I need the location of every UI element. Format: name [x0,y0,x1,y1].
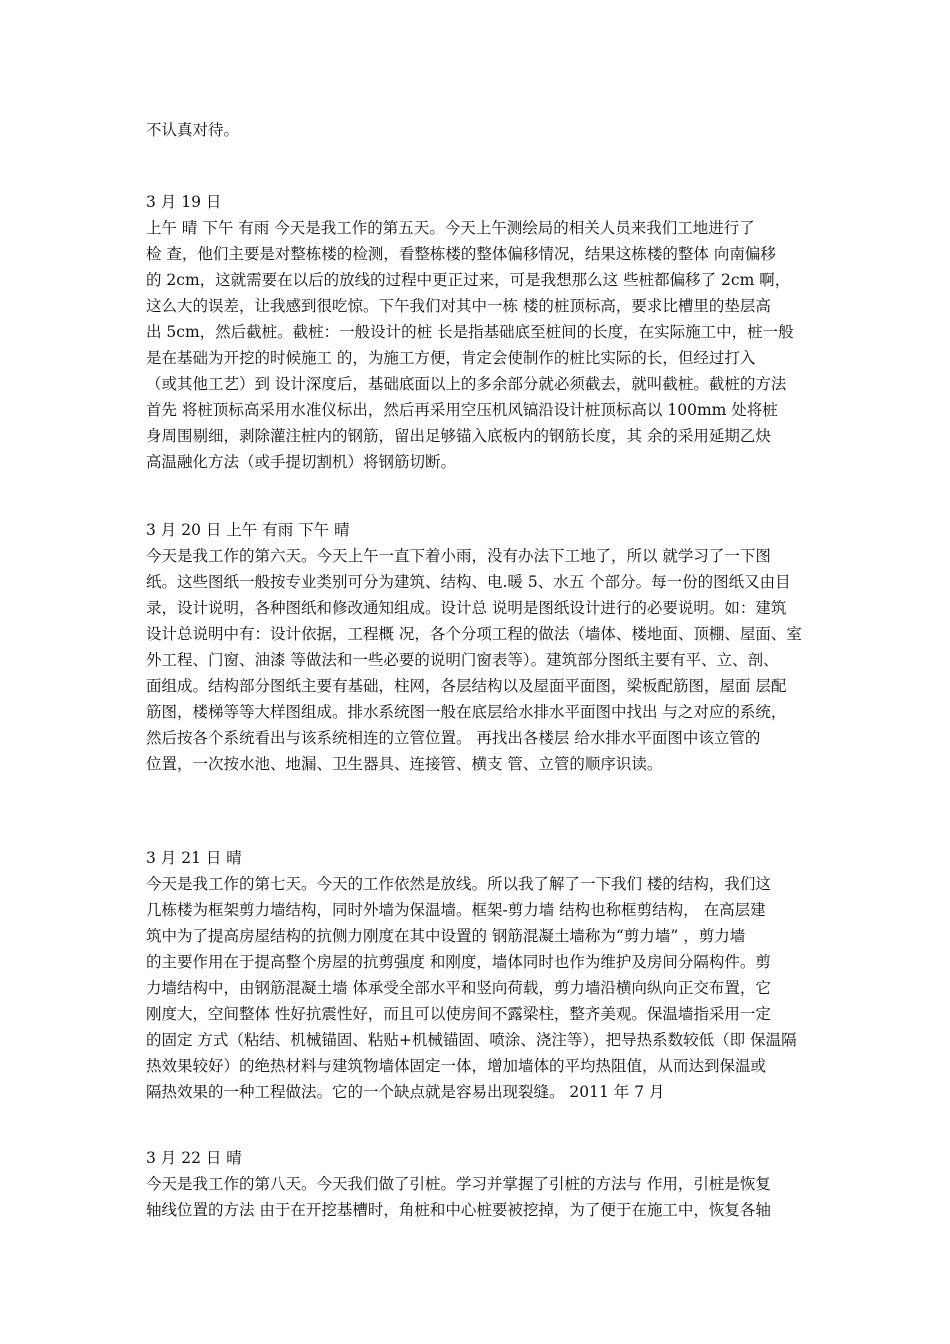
entry-text-line: 位置，一次按水池、地漏、卫生器具、连接管、横支 管、立管的顺序识读。 [146,755,663,773]
entry-text-line: 高温融化方法（或手提切割机）将钢筋切断。 [146,453,457,471]
entry-text-line: 今天是我工作的第六天。今天上午一直下着小雨，没有办法下工地了，所以 就学习了一下图 [146,547,771,565]
entry-text-line: 设计总说明中有：设计依据，工程概 况，各个分项工程的做法（墙体、楼地面、顶棚、屋面、室 [146,625,802,643]
entry-text-line: 纸。这些图纸一般按专业类别可分为建筑、结构、电.暖 5、水五 个部分。每一份的图纸又由目 [146,573,791,591]
entry-text-line: 力墙结构中，由钢筋混凝土墙 体承受全部水平和竖向荷载，剪力墙沿横向纵向正交布置，它 [146,979,771,997]
entry-text-line: 的主要作用在于提高整个房屋的抗剪强度 和刚度，墙体同时也作为维护及房间分隔构件。剪 [146,953,771,971]
entry-text-line: 外工程、门窗、油漆 等做法和一些必要的说明门窗表等）。建筑部分图纸主要有平、立、剖、 [146,651,779,669]
entry-text-line: 然后按各个系统看出与该系统相连的立管位置。 再找出各楼层 给水排水平面图中该立管的 [146,729,761,747]
entry-text-line: 出 5cm，然后截桩。截桩：一般设计的桩 长是指基础底至桩间的长度，在实际施工中，桩一般 [146,323,794,341]
entry-text-line: 筑中为了提高房屋结构的抗侧力刚度在其中设置的 钢筋混凝土墙称为“剪力墙” ，剪力墙 [146,927,746,945]
entry-text-line: 是在基础为开挖的时候施工 的，为施工方便，肯定会使制作的桩比实际的长，但经过打入 [146,349,756,367]
entry-text-line: 这么大的误差，让我感到很吃惊。下午我们对其中一栋 楼的桩顶标高，要求比槽里的垫层高 [146,297,771,315]
entry-text-line: 几栋楼为框架剪力墙结构，同时外墙为保温墙。框架-剪力墙 结构也称框剪结构， 在高层建 [146,901,766,919]
entry-text-line: 筋图，楼梯等等大样图组成。排水系统图一般在底层给水排水平面图中找出 与之对应的系统， [146,703,787,721]
entry-text-line: 检 查，他们主要是对整栋楼的检测，看整栋楼的整体偏移情况，结果这栋楼的整体 向南偏移 [146,245,776,263]
entry-text-line: 今天是我工作的第七天。今天的工作依然是放线。所以我了解了一下我们 楼的结构，我们这 [146,875,771,893]
entry-date: 3 月 19 日 [146,193,222,211]
entry-text-line: 首先 将桩顶标高采用水准仪标出，然后再采用空压机风镐沿设计桩顶标高以 100mm 处将桩 [146,401,778,419]
entry-date: 3 月 21 日 晴 [146,849,242,867]
entry-text-line: 刚度大，空间整体 性好抗震性好，而且可以使房间不露梁柱，整齐美观。保温墙指采用一定 [146,1005,771,1023]
entry-text-line: 热效果较好）的绝热材料与建筑物墙体固定一体，增加墙体的平均热阻值，从而达到保温或 [146,1057,767,1075]
entry-text-line: （或其他工艺）到 设计深度后，基础底面以上的多余部分就必须截去，就叫截桩。截桩的方法 [146,375,787,393]
entry-text-line: 上午 晴 下午 有雨 今天是我工作的第五天。今天上午测绘局的相关人员来我们工地进行了 [146,219,755,237]
intro-line: 不认真对待。 [146,121,240,139]
entry-text-line: 隔热效果的一种工程做法。它的一个缺点就是容易出现裂缝。 2011 年 7 月 [146,1083,665,1101]
entry-date: 3 月 22 日 晴 [146,1149,242,1167]
entry-text-line: 的 2cm，这就需要在以后的放线的过程中更正过来，可是我想那么这 些桩都偏移了 2cm 啊， [146,271,791,289]
entry-text-line: 轴线位置的方法 由于在开挖基槽时，角桩和中心桩要被挖掉，为了便于在施工中，恢复各轴 [146,1201,771,1219]
entry-text-line: 身周围剔细，剥除灌注桩内的钢筋，留出足够锚入底板内的钢筋长度，其 余的采用延期乙炔 [146,427,771,445]
entry-text-line: 今天是我工作的第八天。今天我们做了引桩。学习并掌握了引桩的方法与 作用，引桩是恢复 [146,1175,771,1193]
entry-text-line: 录，设计说明，各种图纸和修改通知组成。设计总 说明是图纸设计进行的必要说明。如：建筑 [146,599,787,617]
entry-text-line: 面组成。结构部分图纸主要有基础，柱网，各层结构以及屋面平面图，梁板配筋图，屋面 层配 [146,677,787,695]
entry-date: 3 月 20 日 上午 有雨 下午 晴 [146,521,350,539]
entry-text-line: 的固定 方式（粘结、机械锚固、粘贴+机械锚固、喷涂、浇注等），把导热系数较低（即 保温隔 [146,1031,797,1049]
